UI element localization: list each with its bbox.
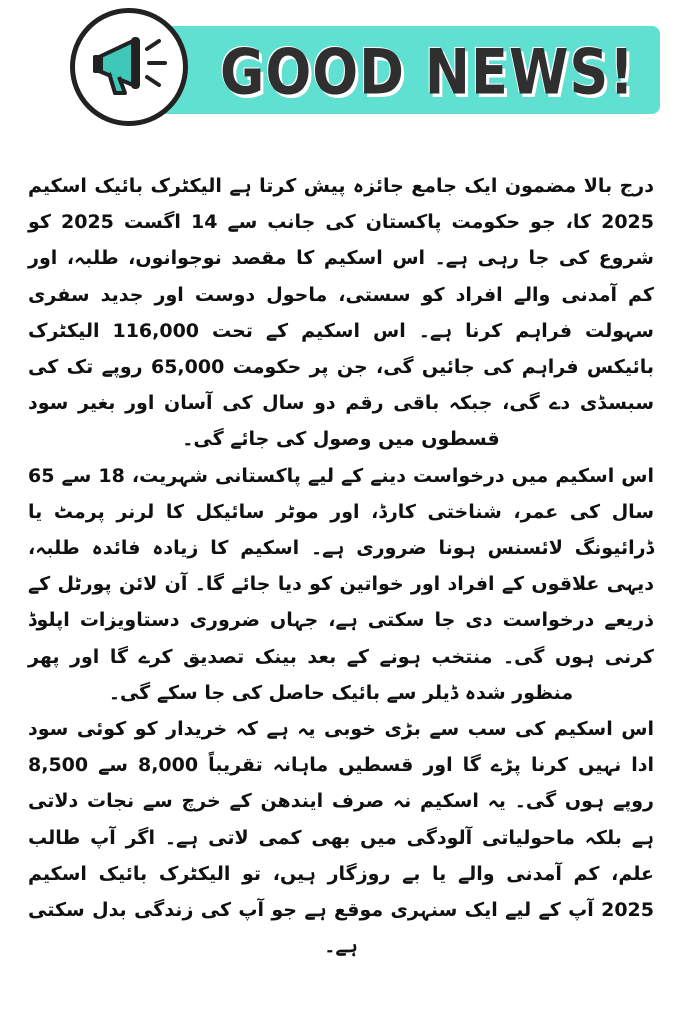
article-paragraph-1: درج بالا مضمون ایک جامع جائزہ پیش کرتا ہے الیکٹرک بائیک اسکیم 2025 کا، جو حکومت پاکستان کی جانب سے 14 اگست 2025 کو شروع کی جا رہی ہے۔ اس اسکیم کا مقصد نوجوانوں، طلبہ، اور کم آمدنی والے افراد کو سستی، ماحول دوست اور جدید سفری سہولت فراہم کرنا ہے۔ اس اسکیم کے تحت 116,000 الیکٹرک بائیکس فراہم کی جائیں گی، جن پر حکومت 65,000 روپے تک کی سبسڈی دے گی، جبکہ باقی رقم دو سال کی آسان اور بغیر سود قسطوں میں وصول کی جائے گی۔ <box>28 175 654 451</box>
banner-title: GOOD NEWS! <box>220 36 635 109</box>
megaphone-icon <box>89 31 171 105</box>
megaphone-badge <box>70 8 188 126</box>
article-paragraph-2: اس اسکیم میں درخواست دینے کے لیے پاکستانی شہریت، 18 سے 65 سال کی عمر، شناختی کارڈ، اور موٹر سائیکل کا لرنر پرمٹ یا ڈرائیونگ لائسنس ہونا ضروری ہے۔ اسکیم کا زیادہ فائدہ طلبہ، دیہی علاقوں کے افراد اور خواتین کو دیا جائے گا۔ آن لائن پورٹل کے ذریعے درخواست دی جا سکتی ہے، جہاں ضروری دستاویزات اپلوڈ کرنی ہوں گی۔ منتخب ہونے کے بعد بینک تصدیق کرے گا اور پھر منظور شدہ ڈیلر سے بائیک حاصل کی جا سکے گی۔ <box>28 464 655 704</box>
article-body <box>28 168 654 964</box>
article-paragraph-3: اس اسکیم کی سب سے بڑی خوبی یہ ہے کہ خریدار کو کوئی سود ادا نہیں کرنا پڑے گا اور قسطیں ماہانہ تقریباً 8,000 سے 8,500 روپے ہوں گی۔ یہ اسکیم نہ صرف ایندھن کے خرچ سے نجات دلاتی ہے بلکہ ماحولیاتی آلودگی میں بھی کمی لاتی ہے۔ اگر آپ طالب علم، کم آمدنی والے یا بے روزگار ہیں، تو الیکٹرک بائیک اسکیم 2025 آپ کے لیے ایک سنہری موقع ہے جو آپ کی زندگی بدل سکتی ہے۔ <box>28 718 655 958</box>
